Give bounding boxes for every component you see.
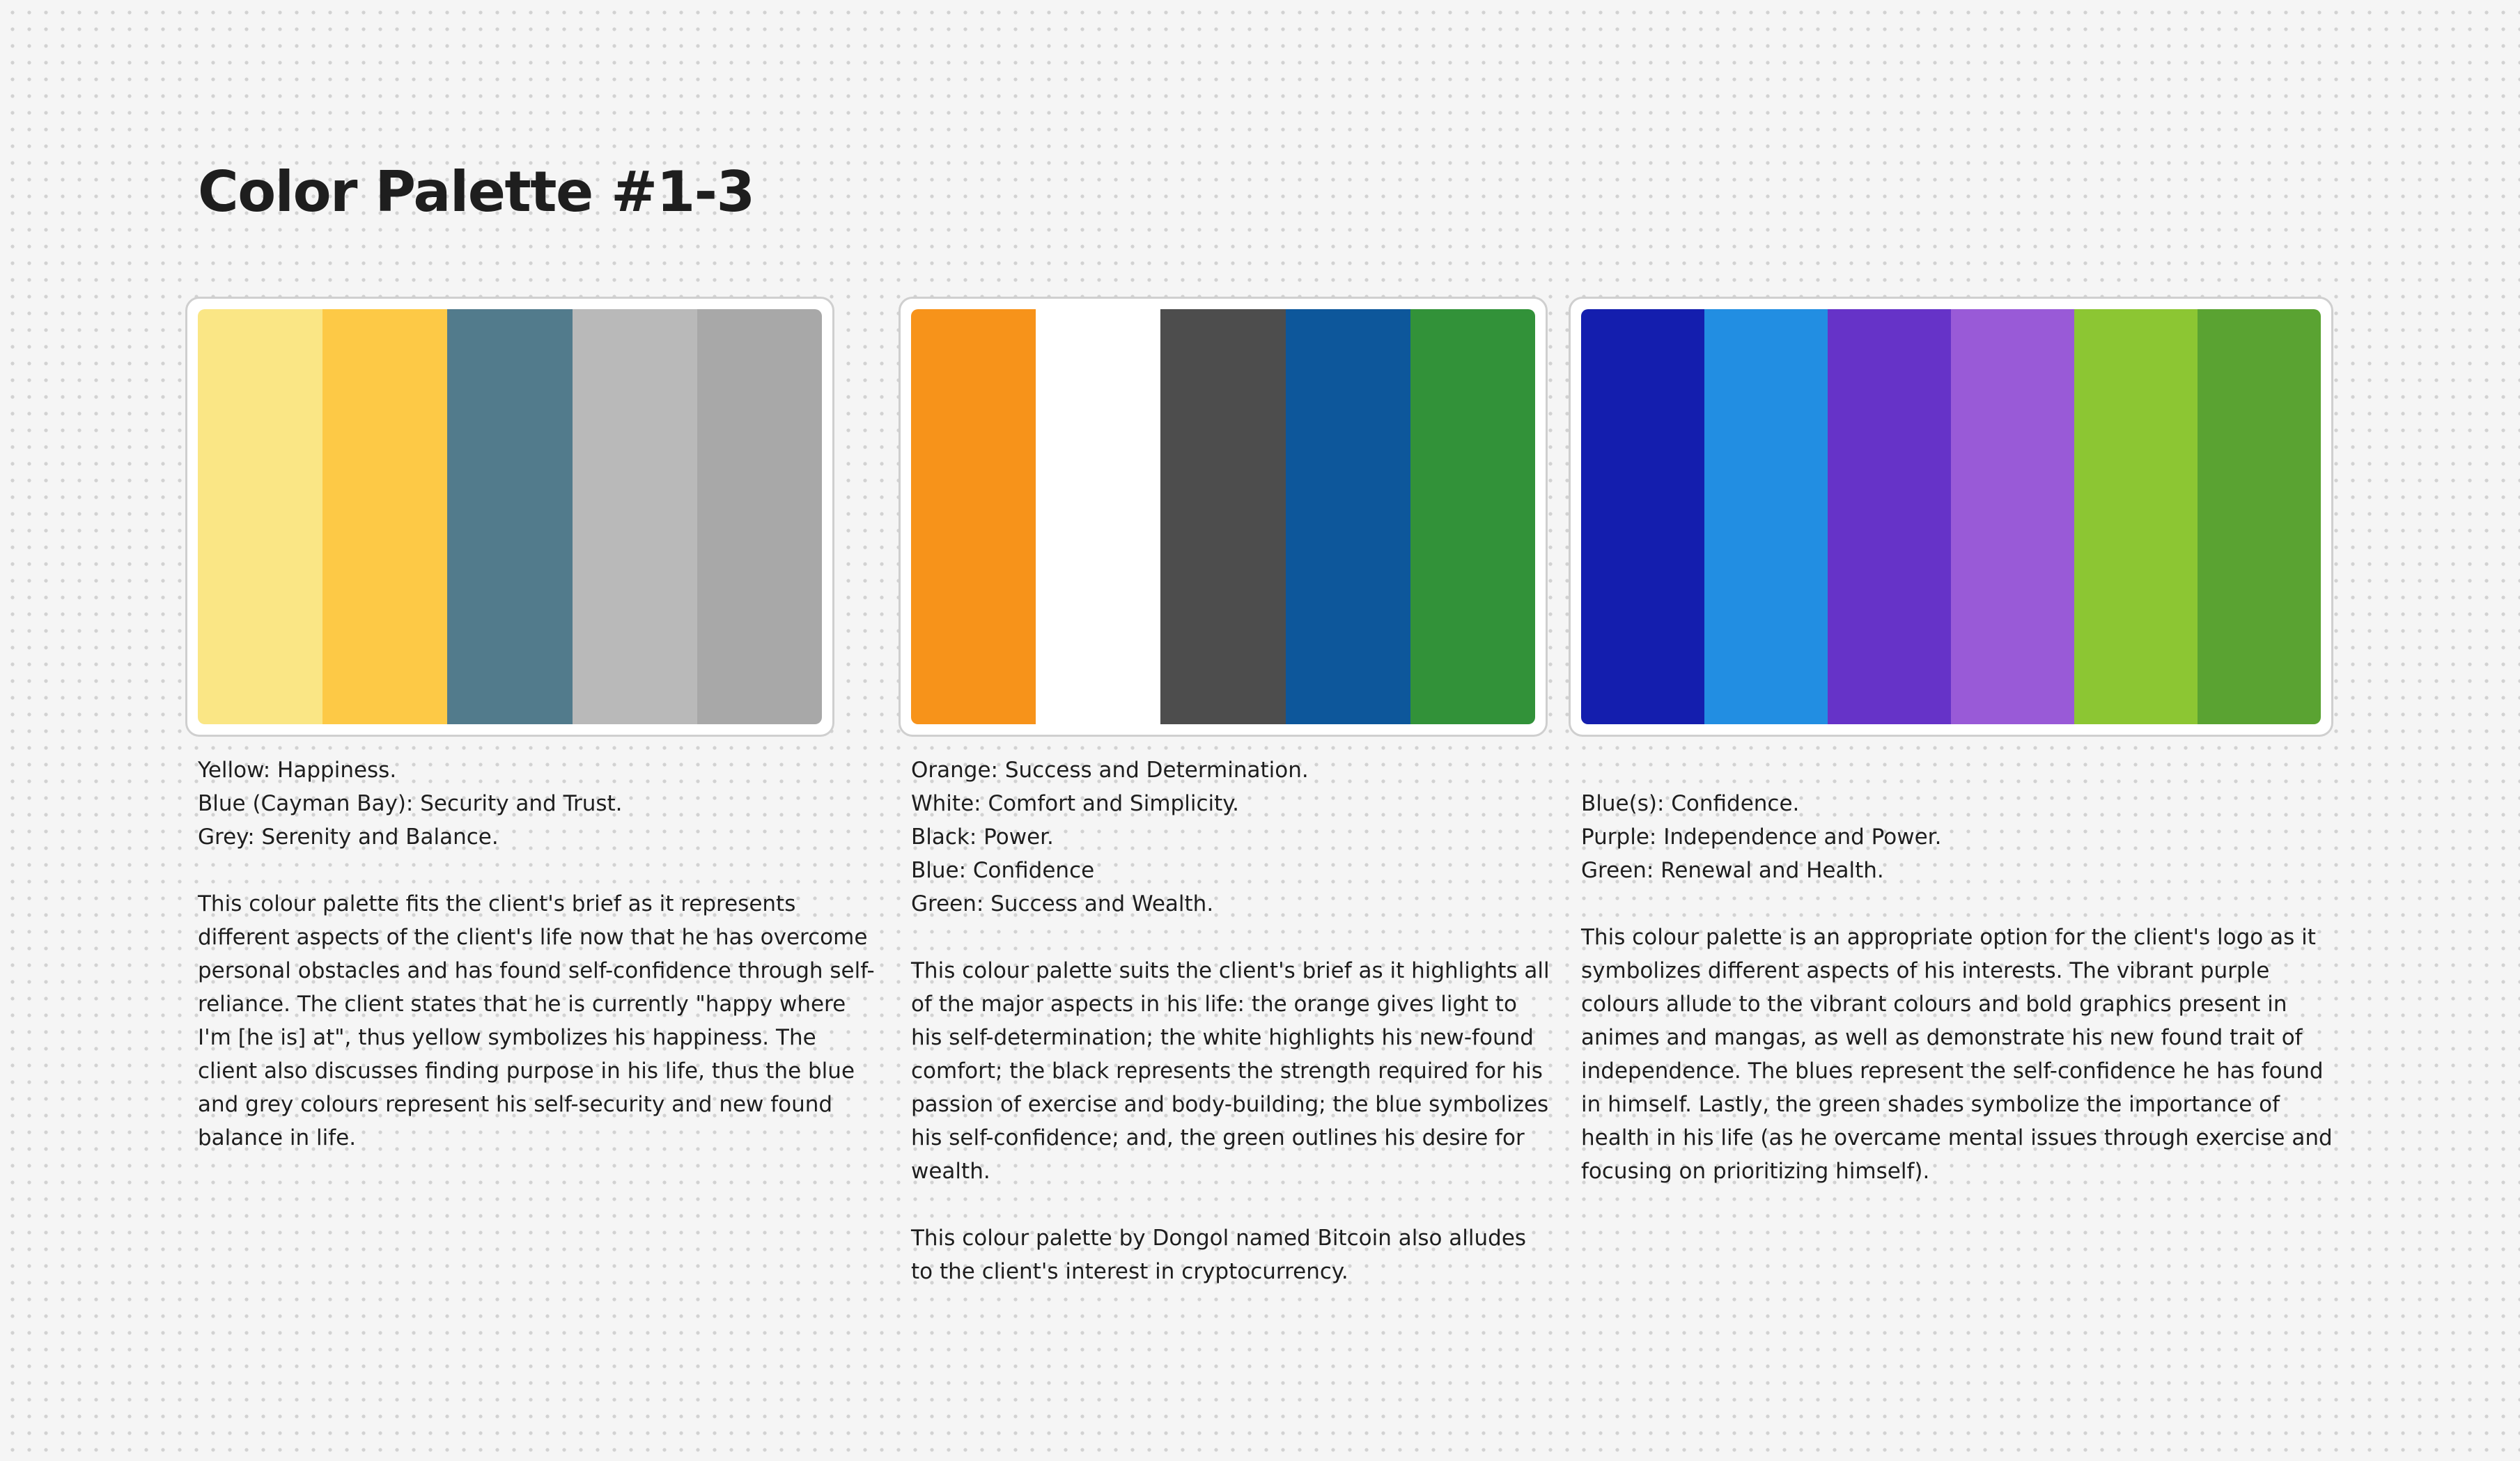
color-swatch[interactable] [911, 309, 1036, 724]
palette-description-3 [1581, 787, 2333, 1188]
rationale-paragraph: This colour palette is an appropriate option for the client's logo as it symbolizes different aspects of his interests. The vibrant purple colours allude to the vibrant colours and bold graphics present in animes and mangas, as well as demonstrate his new found trait of independence. The blues represent the self-confidence he has found in himself. Lastly, the green shades symbolize the importance of health in his life (as he overcame mental issues through exercise and focusing on prioritizing himself). [1581, 925, 2333, 1184]
rationale-paragraph: This colour palette by Dongol named Bitcoin also alludes to the client's interest in cryptocurrency. [911, 1226, 1527, 1284]
swatch-row [198, 309, 822, 724]
color-meaning-line: White: Comfort and Simplicity. [911, 791, 1240, 816]
color-swatch[interactable] [1951, 309, 2074, 724]
rationale-paragraph: This colour palette fits the client's brief as it represents different aspects of the client's life now that he has overcome personal obstacles and has found self-confidence through self-reliance. The client states that he is currently "happy where I'm [he is] at", thus yellow symbolizes his happiness. The client also discusses finding purpose in his life, thus the blue and grey colours represent his self-security and new found balance in life. [198, 891, 875, 1150]
color-meaning-line: Grey: Serenity and Balance. [198, 825, 499, 850]
paragraph-gap [911, 1188, 1552, 1221]
color-meaning-line: Green: Renewal and Health. [1581, 858, 1884, 883]
color-meaning-line: Blue(s): Confidence. [1581, 791, 1800, 816]
color-swatch[interactable] [2074, 309, 2198, 724]
paragraph-gap [1581, 887, 2333, 921]
color-swatch[interactable] [1828, 309, 1951, 724]
palette-card-3[interactable] [1569, 297, 2333, 737]
color-meaning-line: Purple: Independence and Power. [1581, 825, 1942, 850]
color-meaning-line: Green: Success and Wealth. [911, 891, 1214, 916]
color-swatch[interactable] [447, 309, 572, 724]
color-swatch[interactable] [198, 309, 322, 724]
color-swatch[interactable] [1160, 309, 1285, 724]
color-meaning-line: Orange: Success and Determination. [911, 758, 1309, 783]
color-swatch[interactable] [1286, 309, 1410, 724]
paragraph-gap [198, 854, 880, 887]
page-title: Color Palette #1-3 [198, 159, 754, 224]
paragraph-gap [911, 921, 1552, 954]
color-swatch[interactable] [1581, 309, 1704, 724]
swatch-row [1581, 309, 2321, 724]
color-swatch[interactable] [2198, 309, 2321, 724]
color-meaning-line: Blue: Confidence [911, 858, 1095, 883]
color-meaning-line: Black: Power. [911, 825, 1054, 850]
color-meaning-line: Blue (Cayman Bay): Security and Trust. [198, 791, 623, 816]
rationale-paragraph: This colour palette suits the client's brief as it highlights all of the major aspects in his life: the orange gives light to his self-determination; the white highlights his new-found comfort; the black represents the strength required for his passion of exercise and body-building; the blue symbolizes his self-confidence; and, the green outlines his desire for wealth. [911, 958, 1550, 1184]
color-swatch[interactable] [697, 309, 822, 724]
palette-card-1[interactable] [185, 297, 834, 737]
palette-description-2 [911, 753, 1552, 1288]
color-swatch[interactable] [573, 309, 697, 724]
color-swatch[interactable] [1410, 309, 1535, 724]
color-swatch[interactable] [1036, 309, 1160, 724]
palette-description-1 [198, 753, 880, 1155]
color-swatch[interactable] [322, 309, 447, 724]
palette-card-2[interactable] [899, 297, 1548, 737]
color-swatch[interactable] [1704, 309, 1828, 724]
color-meaning-line: Yellow: Happiness. [198, 758, 397, 783]
swatch-row [911, 309, 1535, 724]
